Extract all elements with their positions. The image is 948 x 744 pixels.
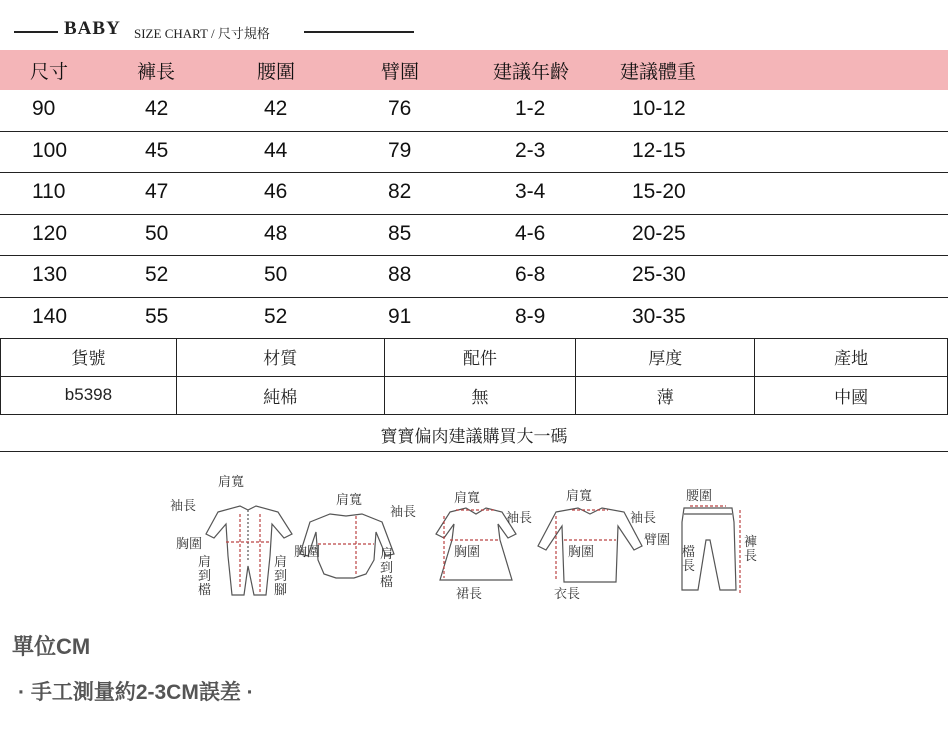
table-row [0,256,948,298]
spec-origin: 中國 [755,376,948,414]
chart-subtitle: SIZE CHART / 尺寸規格 [134,26,270,41]
spec-header-accessories: 配件 [384,338,576,376]
spec-header-thickness: 厚度 [576,338,755,376]
col-waist: 腰圍 [257,62,296,83]
romper-chest-label: 胸圍 [176,537,203,552]
top-length-label: 衣長 [554,587,581,602]
cell-size: 100 [32,138,68,162]
bodysuit-chest-label: 胸圍 [294,545,321,560]
cell-arm: 79 [388,138,412,162]
cell-age: 4-6 [515,221,546,245]
table-row [0,215,948,257]
bodysuit-shoulder-crotch-label: 肩到檔 [380,547,394,590]
romper-sleeve-label: 袖長 [170,499,197,514]
cell-age: 1-2 [515,97,546,120]
spec-header-material: 材質 [176,338,384,376]
measurement-diagrams [160,470,780,620]
cell-waist: 46 [264,180,288,203]
cell-size: 130 [32,263,68,286]
spec-item-no: b5398 [1,376,177,414]
cell-size: 110 [32,180,66,203]
table-row [0,132,948,174]
cell-age: 2-3 [515,138,546,162]
col-age: 建議年齡 [493,62,570,83]
col-size: 尺寸 [30,62,69,83]
top-sleeve-label: 袖長 [630,511,657,526]
col-arm: 臂圍 [381,62,420,83]
bodysuit-shoulder-label: 肩寬 [336,493,363,508]
pants-rise-label: 檔長 [682,545,696,574]
top-shoulder-label: 肩寬 [566,489,593,504]
cell-pants-length: 47 [145,180,169,203]
pants-arm-label: 臂圍 [644,533,671,548]
spec-header-item-no: 貨號 [1,338,177,376]
cell-size: 90 [32,97,56,120]
romper-shoulder-foot-label: 肩到腳 [274,555,288,598]
spec-thickness: 薄 [576,376,755,414]
spec-header-origin: 產地 [755,338,948,376]
pants-waist-label: 腰圍 [686,489,713,504]
bodysuit-sleeve-label: 袖長 [390,505,417,520]
cell-waist: 52 [264,304,288,328]
romper-shoulder-label: 肩寬 [218,475,245,490]
dress-shoulder-label: 肩寬 [454,491,481,506]
dress-sleeve-label: 袖長 [506,511,533,526]
cell-weight: 20-25 [632,221,686,245]
col-weight: 建議體重 [620,62,697,83]
pants-length-label: 褲長 [744,535,758,564]
size-table [0,50,948,339]
spec-value-row [1,376,948,414]
cell-arm: 88 [388,263,412,286]
size-table-header [0,50,948,90]
col-pants-length: 褲長 [137,62,176,83]
cell-arm: 76 [388,97,412,120]
cell-pants-length: 45 [145,138,169,162]
dress-length-label: 裙長 [456,587,483,602]
cell-weight: 15-20 [632,180,686,203]
dress-chest-label: 胸圍 [454,545,481,560]
cell-arm: 91 [388,304,412,328]
romper-shoulder-crotch-label: 肩到檔 [198,555,212,598]
cell-age: 3-4 [515,180,546,203]
cell-weight: 12-15 [632,138,686,162]
cell-size: 140 [32,304,68,328]
top-chest-label: 胸圍 [568,545,595,560]
cell-age: 6-8 [515,263,546,286]
cell-pants-length: 50 [145,221,169,245]
spec-header-row [1,338,948,376]
spec-accessories: 無 [384,376,576,414]
cell-waist: 48 [264,221,288,245]
cell-pants-length: 52 [145,263,169,286]
table-row [0,90,948,132]
dress-illustration [436,508,516,580]
spec-table [0,338,948,415]
chart-header [0,12,948,48]
cell-weight: 30-35 [632,304,686,328]
measurement-error-note: · 手工測量約2-3CM誤差 · [18,681,254,704]
cell-pants-length: 55 [145,304,169,328]
cell-size: 120 [32,221,68,245]
header-rule-left [14,31,58,33]
cell-age: 8-9 [515,304,546,328]
spec-material: 純棉 [176,376,384,414]
cell-waist: 44 [264,138,288,162]
header-rule-right [304,31,414,33]
cell-arm: 82 [388,180,412,203]
table-row [0,298,948,340]
cell-waist: 42 [264,97,288,120]
unit-label: 單位CM [12,634,91,659]
cell-waist: 50 [264,263,288,286]
size-advice-note: 寶寶偏肉建議購買大一碼 [0,414,948,452]
cell-weight: 10-12 [632,97,686,120]
cell-pants-length: 42 [145,97,169,120]
table-row [0,173,948,215]
brand-title: BABY [64,18,121,39]
cell-arm: 85 [388,221,412,245]
cell-weight: 25-30 [632,263,686,286]
